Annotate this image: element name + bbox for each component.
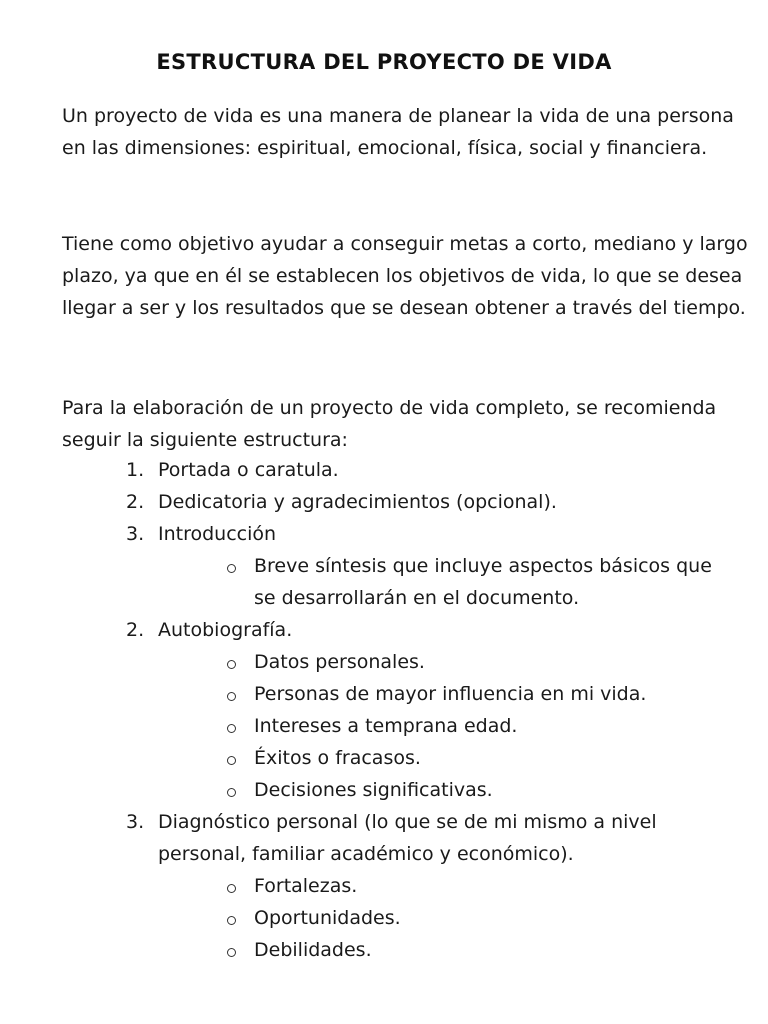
item-text: Dedicatoria y agradecimientos (opcional). bbox=[158, 491, 557, 513]
sub-item-text: Datos personales. bbox=[254, 651, 425, 673]
circle-bullet-icon bbox=[227, 724, 236, 733]
structure-intro-paragraph: Para la elaboración de un proyecto de vida completo, se recomienda seguir la siguiente estructura: bbox=[62, 397, 717, 451]
structure-item-dedicatoria bbox=[0, 486, 718, 518]
circle-bullet-icon bbox=[227, 692, 236, 701]
autobiografia-sublist bbox=[158, 646, 718, 806]
sub-item bbox=[254, 550, 724, 614]
structure-list bbox=[0, 454, 768, 966]
sub-item-text: Éxitos o fracasos. bbox=[254, 747, 421, 769]
sub-item bbox=[254, 742, 724, 774]
circle-bullet-icon bbox=[227, 564, 236, 573]
item-number: 3. bbox=[126, 523, 145, 545]
circle-bullet-icon bbox=[227, 884, 236, 893]
circle-bullet-icon bbox=[227, 948, 236, 957]
sub-item bbox=[254, 870, 724, 902]
sub-item bbox=[254, 710, 724, 742]
circle-bullet-icon bbox=[227, 916, 236, 925]
circle-bullet-icon bbox=[227, 660, 236, 669]
item-text: Autobiografía. bbox=[158, 619, 293, 641]
structure-item-diagnostico bbox=[0, 806, 718, 966]
structure-item-introduccion bbox=[0, 518, 718, 614]
sub-item-text: Decisiones significativas. bbox=[254, 779, 493, 801]
sub-item bbox=[254, 902, 724, 934]
item-number: 1. bbox=[126, 459, 145, 481]
sub-item bbox=[254, 934, 724, 966]
item-number: 2. bbox=[126, 491, 145, 513]
sub-item bbox=[254, 646, 724, 678]
document-title: ESTRUCTURA DEL PROYECTO DE VIDA bbox=[156, 50, 612, 74]
diagnostico-sublist bbox=[158, 870, 718, 966]
structure-item-autobiografia bbox=[0, 614, 718, 806]
item-text: Introducción bbox=[158, 523, 277, 545]
item-number: 3. bbox=[126, 811, 145, 833]
sub-item bbox=[254, 774, 724, 806]
sub-item-text: Breve síntesis que incluye aspectos básicos que se desarrollarán en el documento. bbox=[254, 555, 712, 609]
circle-bullet-icon bbox=[227, 788, 236, 797]
introduccion-sublist bbox=[158, 550, 718, 614]
structure-item-portada bbox=[0, 454, 718, 486]
intro-paragraph: Un proyecto de vida es una manera de planear la vida de una persona en las dimensiones: espiritual, emocional, física, social y financiera. bbox=[62, 105, 734, 159]
sub-item-text: Personas de mayor influencia en mi vida. bbox=[254, 683, 647, 705]
sub-item bbox=[254, 678, 724, 710]
item-number: 2. bbox=[126, 619, 145, 641]
item-text: Diagnóstico personal (lo que se de mi mismo a nivel personal, familiar académico y económico). bbox=[158, 811, 657, 865]
item-text: Portada o caratula. bbox=[158, 459, 339, 481]
sub-item-text: Fortalezas. bbox=[254, 875, 358, 897]
sub-item-text: Debilidades. bbox=[254, 939, 372, 961]
objective-paragraph: Tiene como objetivo ayudar a conseguir metas a corto, mediano y largo plazo, ya que en él se establecen los objetivos de vida, lo que se desea llegar a ser y los resultados que se desean obtener a través del tiempo. bbox=[62, 233, 748, 319]
sub-item-text: Oportunidades. bbox=[254, 907, 401, 929]
sub-item-text: Intereses a temprana edad. bbox=[254, 715, 518, 737]
circle-bullet-icon bbox=[227, 756, 236, 765]
